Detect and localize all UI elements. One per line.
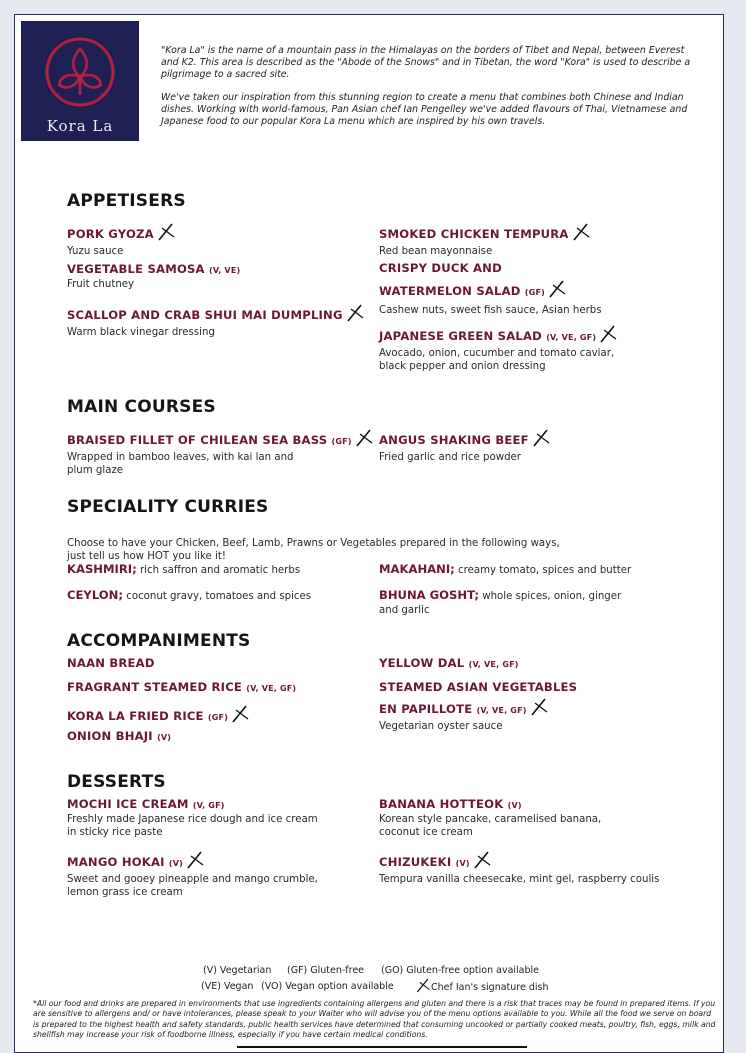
menu-item-japanese-green-salad xyxy=(379,325,709,373)
chopsticks-icon xyxy=(230,705,250,727)
allergen-disclaimer: *All our food and drinks are prepared in environments that use ingredients containing allergens and gluten and there is a risk that traces may be found in prepared items. If you are sensitive to allergens and/ or have intolerances, please speak to your Waiter who will advise you of the menu options available to you. While all the food we serve on board is prepared to the highest health and safety standards, public health services have determined that consuming uncooked or partially cooked meats, poultry, fish, eggs, milk and shellfish may increase your risk of foodborne illness, especially if you have certain medical conditions. xyxy=(33,999,716,1039)
menu-item-banana-hotteok xyxy=(379,797,679,839)
section-title-appetisers: APPETISERS xyxy=(67,191,186,211)
item-description-line-1: Sweet and gooey pineapple and mango crumble, xyxy=(67,874,318,885)
item-name: SCALLOP AND CRAB SHUI MAI DUMPLING xyxy=(67,308,343,322)
curry-description: coconut gravy, tomatoes and spices xyxy=(123,591,312,602)
dietary-tag: (V) xyxy=(168,859,184,868)
menu-item-pork-gyoza xyxy=(67,223,367,258)
item-description-line-1: Korean style pancake, caramelised banana, xyxy=(379,814,602,825)
section-title-main-courses: MAIN COURSES xyxy=(67,397,216,417)
legend-vegan-option: (VO) Vegan option available xyxy=(261,981,394,992)
section-title-accompaniments: ACCOMPANIMENTS xyxy=(67,631,251,651)
dietary-tag: (V) xyxy=(157,733,172,742)
item-description-line-2: coconut ice cream xyxy=(379,827,473,838)
item-name: CHIZUKEKI xyxy=(379,855,452,869)
curry-description: creamy tomato, spices and butter xyxy=(454,565,632,576)
dietary-tag: (V, VE, GF) xyxy=(546,333,597,342)
chopsticks-icon xyxy=(529,698,549,720)
menu-item-angus-shaking-beef xyxy=(379,429,679,464)
menu-item-onion-bhaji xyxy=(67,729,367,745)
dietary-tag: (V, GF) xyxy=(192,801,225,810)
chopsticks-icon xyxy=(156,223,176,245)
item-name-line-1: STEAMED ASIAN VEGETABLES xyxy=(379,680,578,694)
item-name: ONION BHAJI xyxy=(67,729,153,743)
curry-name: BHUNA GOSHT; xyxy=(379,588,480,602)
section-title-speciality-curries: SPECIALITY CURRIES xyxy=(67,497,269,517)
legend-gluten-free: (GF) Gluten-free xyxy=(287,965,365,976)
menu-item-mochi-ice-cream xyxy=(67,797,367,839)
legend-vegan: (VE) Vegan xyxy=(201,981,254,992)
legend-vegetarian: (V) Vegetarian xyxy=(203,965,272,976)
item-description-line-2: in sticky rice paste xyxy=(67,827,163,838)
curries-note-line-1: Choose to have your Chicken, Beef, Lamb, Prawns or Vegetables prepared in the following ways, xyxy=(67,538,560,549)
item-name-line-2: EN PAPILLOTE xyxy=(379,702,473,716)
item-name: ANGUS SHAKING BEEF xyxy=(379,433,529,447)
item-name: BANANA HOTTEOK xyxy=(379,797,504,811)
dietary-tag: (V, VE, GF) xyxy=(246,684,297,693)
curry-ceylon xyxy=(67,587,347,604)
curry-bhuna-gosht xyxy=(379,587,679,618)
curries-note-line-2: just tell us how HOT you like it! xyxy=(67,551,226,562)
item-description-line-1: Avocado, onion, cucumber and tomato caviar, xyxy=(379,348,615,359)
logo-text: Kora La xyxy=(46,117,114,135)
menu-item-naan-bread xyxy=(67,656,367,671)
strikethrough-line xyxy=(237,1046,527,1048)
item-description: Fried garlic and rice powder xyxy=(379,452,521,463)
menu-item-scallop-crab-shui-mai xyxy=(67,304,367,339)
chopsticks-icon xyxy=(472,851,492,873)
menu-item-kora-la-fried-rice xyxy=(67,705,367,727)
item-name: SMOKED CHICKEN TEMPURA xyxy=(379,227,569,241)
item-description-line-2: lemon grass ice cream xyxy=(67,887,183,898)
intro-paragraph-2: We've taken our inspiration from this stunning region to create a menu that combines both Chinese and Indian dishes. Working with world-famous, Pan Asian chef Ian Pengelley we've added flavours of Thai, Vietnamese and Japanese food to our popular Kora La menu which are inspired by his own travels. xyxy=(161,91,688,128)
item-name-line-1: CRISPY DUCK AND xyxy=(379,261,502,275)
item-name: MANGO HOKAI xyxy=(67,855,165,869)
item-name: MOCHI ICE CREAM xyxy=(67,797,189,811)
menu-item-smoked-chicken-tempura xyxy=(379,223,679,258)
chopsticks-icon xyxy=(547,280,567,302)
item-name-line-2: WATERMELON SALAD xyxy=(379,284,521,298)
item-description-line-2: black pepper and onion dressing xyxy=(379,361,546,372)
chopsticks-icon xyxy=(185,851,205,873)
curry-name: CEYLON; xyxy=(67,588,123,602)
lotus-emblem-icon xyxy=(43,35,117,109)
curry-description: rich saffron and aromatic herbs xyxy=(136,565,301,576)
chopsticks-icon xyxy=(571,223,591,245)
item-name: JAPANESE GREEN SALAD xyxy=(379,329,542,343)
curries-note xyxy=(67,537,647,563)
item-description-line-1: Freshly made Japanese rice dough and ice cream xyxy=(67,814,318,825)
menu-item-steamed-asian-vegetables xyxy=(379,680,679,733)
menu-item-yellow-dal xyxy=(379,656,679,672)
menu-item-chizukeki xyxy=(379,851,709,886)
menu-item-fragrant-steamed-rice xyxy=(67,680,367,696)
intro-paragraph-1: "Kora La" is the name of a mountain pass in the Himalayas on the borders of Tibet and Nepal, between Everest and K2. This area is described as the "Abode of the Snows" and in Tibetan, the word "Kora" is used to describe a pilgrimage to a sacred site. xyxy=(161,45,691,81)
legend-signature xyxy=(413,978,549,996)
item-description-line-2: plum glaze xyxy=(67,465,124,476)
item-name: YELLOW DAL xyxy=(379,656,465,670)
menu-item-mango-hokai xyxy=(67,851,367,899)
item-description: Cashew nuts, sweet fish sauce, Asian herbs xyxy=(379,305,602,316)
menu-page xyxy=(14,14,724,1053)
curry-name: MAKAHANI; xyxy=(379,562,455,576)
item-description: Fruit chutney xyxy=(67,279,135,290)
chopsticks-icon xyxy=(531,429,551,451)
legend-gluten-free-option: (GO) Gluten-free option available xyxy=(381,965,540,976)
item-name: NAAN BREAD xyxy=(67,656,155,670)
dietary-tag: (V, VE) xyxy=(208,266,241,275)
curry-makahani xyxy=(379,561,679,578)
dietary-tag: (V) xyxy=(507,801,522,810)
chopsticks-icon xyxy=(354,429,374,451)
chopsticks-icon xyxy=(415,978,431,996)
intro-text xyxy=(161,45,701,128)
menu-item-chilean-sea-bass xyxy=(67,429,367,477)
curry-description: whole spices, onion, ginger xyxy=(479,591,622,602)
dietary-tag: (GF) xyxy=(331,437,352,446)
item-name: FRAGRANT STEAMED RICE xyxy=(67,680,243,694)
chopsticks-icon xyxy=(345,304,365,326)
item-name: VEGETABLE SAMOSA xyxy=(67,262,205,276)
item-description: Tempura vanilla cheesecake, mint gel, raspberry coulis xyxy=(379,874,660,885)
item-description: Vegetarian oyster sauce xyxy=(379,721,503,732)
item-name: BRAISED FILLET OF CHILEAN SEA BASS xyxy=(67,433,328,447)
dietary-tag: (V, VE, GF) xyxy=(468,660,519,669)
kora-la-logo xyxy=(21,21,139,141)
legend-signature-label: Chef Ian's signature dish xyxy=(431,982,549,993)
dietary-tag: (GF) xyxy=(524,288,546,297)
dietary-tag: (GF) xyxy=(207,713,229,722)
curry-kashmiri xyxy=(67,561,347,578)
curry-name: KASHMIRI; xyxy=(67,562,137,576)
menu-item-crispy-duck-watermelon xyxy=(379,261,679,317)
item-description-line-1: Wrapped in bamboo leaves, with kai lan and xyxy=(67,452,294,463)
dietary-tag: (V, VE, GF) xyxy=(476,706,527,715)
menu-item-vegetable-samosa xyxy=(67,262,367,291)
item-description: Red bean mayonnaise xyxy=(379,246,493,257)
item-description: Warm black vinegar dressing xyxy=(67,327,215,338)
item-description: Yuzu sauce xyxy=(67,246,124,257)
curry-description-line-2: and garlic xyxy=(379,605,430,616)
item-name: PORK GYOZA xyxy=(67,227,154,241)
section-title-desserts: DESSERTS xyxy=(67,772,166,792)
chopsticks-icon xyxy=(598,325,618,347)
dietary-tag: (V) xyxy=(455,859,470,868)
item-name: KORA LA FRIED RICE xyxy=(67,709,204,723)
